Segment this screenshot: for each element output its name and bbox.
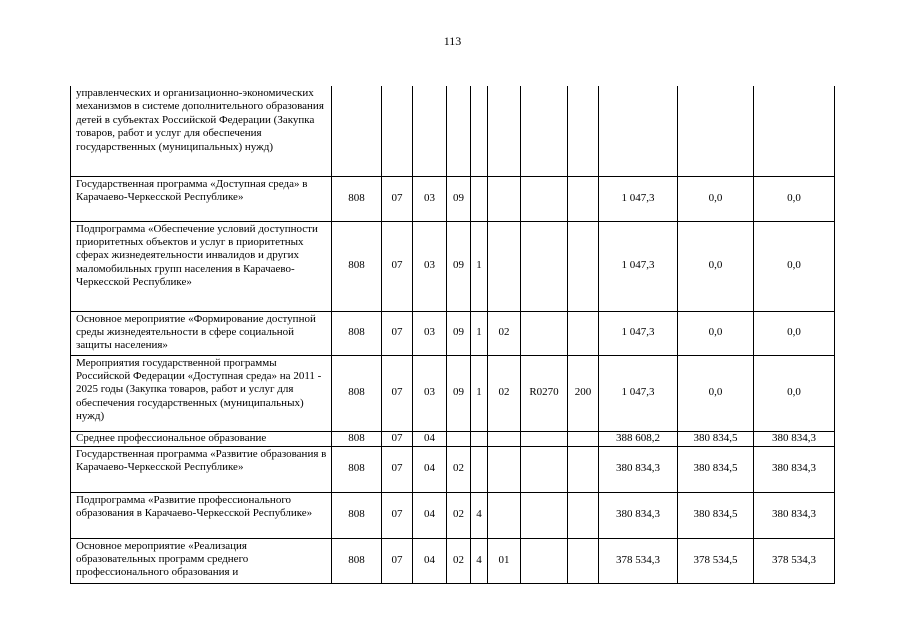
cell-vr	[568, 538, 599, 583]
row-name: Подпрограмма «Развитие профессионального образования в Карачаево-Черкесской Республике»	[71, 492, 332, 538]
cell-rz: 07	[382, 355, 413, 431]
cell-cs2: 1	[471, 311, 488, 355]
cell-rz: 07	[382, 221, 413, 311]
cell-vr	[568, 221, 599, 311]
cell-cs3	[488, 492, 521, 538]
cell-sum-2: 0,0	[678, 355, 754, 431]
cell-cs1: 02	[447, 492, 471, 538]
cell-cs1: 02	[447, 446, 471, 492]
cell-cs1: 09	[447, 355, 471, 431]
cell-rz: 07	[382, 538, 413, 583]
cell-sum-1: 378 534,3	[599, 538, 678, 583]
cell-vr	[568, 431, 599, 446]
cell-cs3	[488, 86, 521, 176]
cell-cs4	[521, 492, 568, 538]
cell-cs3: 02	[488, 311, 521, 355]
table-row	[71, 355, 835, 431]
table-row	[71, 176, 835, 221]
cell-pr: 04	[413, 538, 447, 583]
cell-sum-2: 0,0	[678, 176, 754, 221]
cell-cs4	[521, 86, 568, 176]
budget-table	[70, 86, 835, 584]
cell-vr	[568, 446, 599, 492]
cell-vr	[568, 176, 599, 221]
cell-cs2	[471, 446, 488, 492]
cell-ved: 808	[332, 446, 382, 492]
cell-cs2: 4	[471, 538, 488, 583]
cell-cs3	[488, 431, 521, 446]
cell-ved: 808	[332, 538, 382, 583]
table-row	[71, 311, 835, 355]
cell-rz	[382, 86, 413, 176]
cell-cs4	[521, 176, 568, 221]
cell-cs2: 4	[471, 492, 488, 538]
row-name: Мероприятия государственной программы Российской Федерации «Доступная среда» на 2011 - 2025 годы (Закупка товаров, работ и услуг для обеспечения государственных (муниципальных) нужд)	[71, 355, 332, 431]
cell-vr	[568, 311, 599, 355]
cell-cs2: 1	[471, 355, 488, 431]
page-number: 113	[443, 34, 462, 48]
table-row	[71, 446, 835, 492]
cell-sum-2: 380 834,5	[678, 492, 754, 538]
cell-sum-1: 1 047,3	[599, 176, 678, 221]
cell-cs1: 09	[447, 176, 471, 221]
cell-sum-3: 0,0	[754, 355, 835, 431]
cell-ved: 808	[332, 431, 382, 446]
cell-rz: 07	[382, 492, 413, 538]
cell-cs2: 1	[471, 221, 488, 311]
cell-cs2	[471, 176, 488, 221]
cell-cs4	[521, 446, 568, 492]
cell-sum-3: 378 534,3	[754, 538, 835, 583]
cell-sum-3	[754, 86, 835, 176]
cell-sum-3: 0,0	[754, 176, 835, 221]
cell-pr: 03	[413, 176, 447, 221]
cell-ved: 808	[332, 355, 382, 431]
cell-vr	[568, 492, 599, 538]
cell-pr: 04	[413, 492, 447, 538]
cell-sum-3: 380 834,3	[754, 431, 835, 446]
table-row	[71, 86, 835, 176]
cell-pr: 04	[413, 446, 447, 492]
cell-pr: 03	[413, 355, 447, 431]
cell-pr: 03	[413, 221, 447, 311]
cell-sum-2: 378 534,5	[678, 538, 754, 583]
cell-cs4	[521, 221, 568, 311]
cell-rz: 07	[382, 431, 413, 446]
cell-cs3: 02	[488, 355, 521, 431]
cell-ved: 808	[332, 492, 382, 538]
cell-sum-1: 380 834,3	[599, 492, 678, 538]
table-row	[71, 538, 835, 583]
cell-sum-2: 0,0	[678, 221, 754, 311]
cell-cs1: 09	[447, 311, 471, 355]
cell-sum-2: 380 834,5	[678, 431, 754, 446]
cell-sum-3: 380 834,3	[754, 446, 835, 492]
cell-vr	[568, 86, 599, 176]
cell-cs4: R0270	[521, 355, 568, 431]
cell-sum-1: 1 047,3	[599, 221, 678, 311]
cell-sum-1	[599, 86, 678, 176]
cell-cs1	[447, 431, 471, 446]
table-row	[71, 492, 835, 538]
cell-sum-1: 1 047,3	[599, 311, 678, 355]
cell-rz: 07	[382, 311, 413, 355]
cell-pr: 03	[413, 311, 447, 355]
cell-cs3	[488, 176, 521, 221]
cell-cs2	[471, 86, 488, 176]
cell-rz: 07	[382, 446, 413, 492]
cell-rz: 07	[382, 176, 413, 221]
cell-cs3	[488, 446, 521, 492]
cell-ved	[332, 86, 382, 176]
cell-cs1: 09	[447, 221, 471, 311]
cell-sum-2	[678, 86, 754, 176]
row-name: управленческих и организационно-экономических механизмов в системе дополнительного образования детей в субъектах Российской Федерации (Закупка товаров, работ и услуг для обеспечения государственных (муниципальных) нужд)	[71, 86, 332, 176]
cell-cs4	[521, 431, 568, 446]
cell-sum-2: 380 834,5	[678, 446, 754, 492]
table-row	[71, 431, 835, 446]
cell-sum-3: 0,0	[754, 311, 835, 355]
cell-cs1: 02	[447, 538, 471, 583]
cell-ved: 808	[332, 311, 382, 355]
cell-cs4	[521, 538, 568, 583]
row-name: Основное мероприятие «Формирование доступной среды жизнедеятельности в сфере социальной защиты населения»	[71, 311, 332, 355]
cell-cs2	[471, 431, 488, 446]
cell-sum-3: 380 834,3	[754, 492, 835, 538]
table-row	[71, 221, 835, 311]
cell-cs3: 01	[488, 538, 521, 583]
cell-ved: 808	[332, 176, 382, 221]
cell-sum-1: 1 047,3	[599, 355, 678, 431]
cell-sum-1: 380 834,3	[599, 446, 678, 492]
cell-ved: 808	[332, 221, 382, 311]
cell-sum-3: 0,0	[754, 221, 835, 311]
row-name: Основное мероприятие «Реализация образовательных программ среднего профессионального образования и	[71, 538, 332, 583]
cell-vr: 200	[568, 355, 599, 431]
row-name: Государственная программа «Доступная среда» в Карачаево-Черкесской Республике»	[71, 176, 332, 221]
cell-pr	[413, 86, 447, 176]
row-name: Среднее профессиональное образование	[71, 431, 332, 446]
cell-cs1	[447, 86, 471, 176]
cell-cs3	[488, 221, 521, 311]
cell-sum-1: 388 608,2	[599, 431, 678, 446]
row-name: Подпрограмма «Обеспечение условий доступности приоритетных объектов и услуг в приоритетных сферах жизнедеятельности инвалидов и других маломобильных групп населения в Карачаево-Черкесской Республике»	[71, 221, 332, 311]
cell-pr: 04	[413, 431, 447, 446]
cell-sum-2: 0,0	[678, 311, 754, 355]
cell-cs4	[521, 311, 568, 355]
row-name: Государственная программа «Развитие образования в Карачаево-Черкесской Республике»	[71, 446, 332, 492]
